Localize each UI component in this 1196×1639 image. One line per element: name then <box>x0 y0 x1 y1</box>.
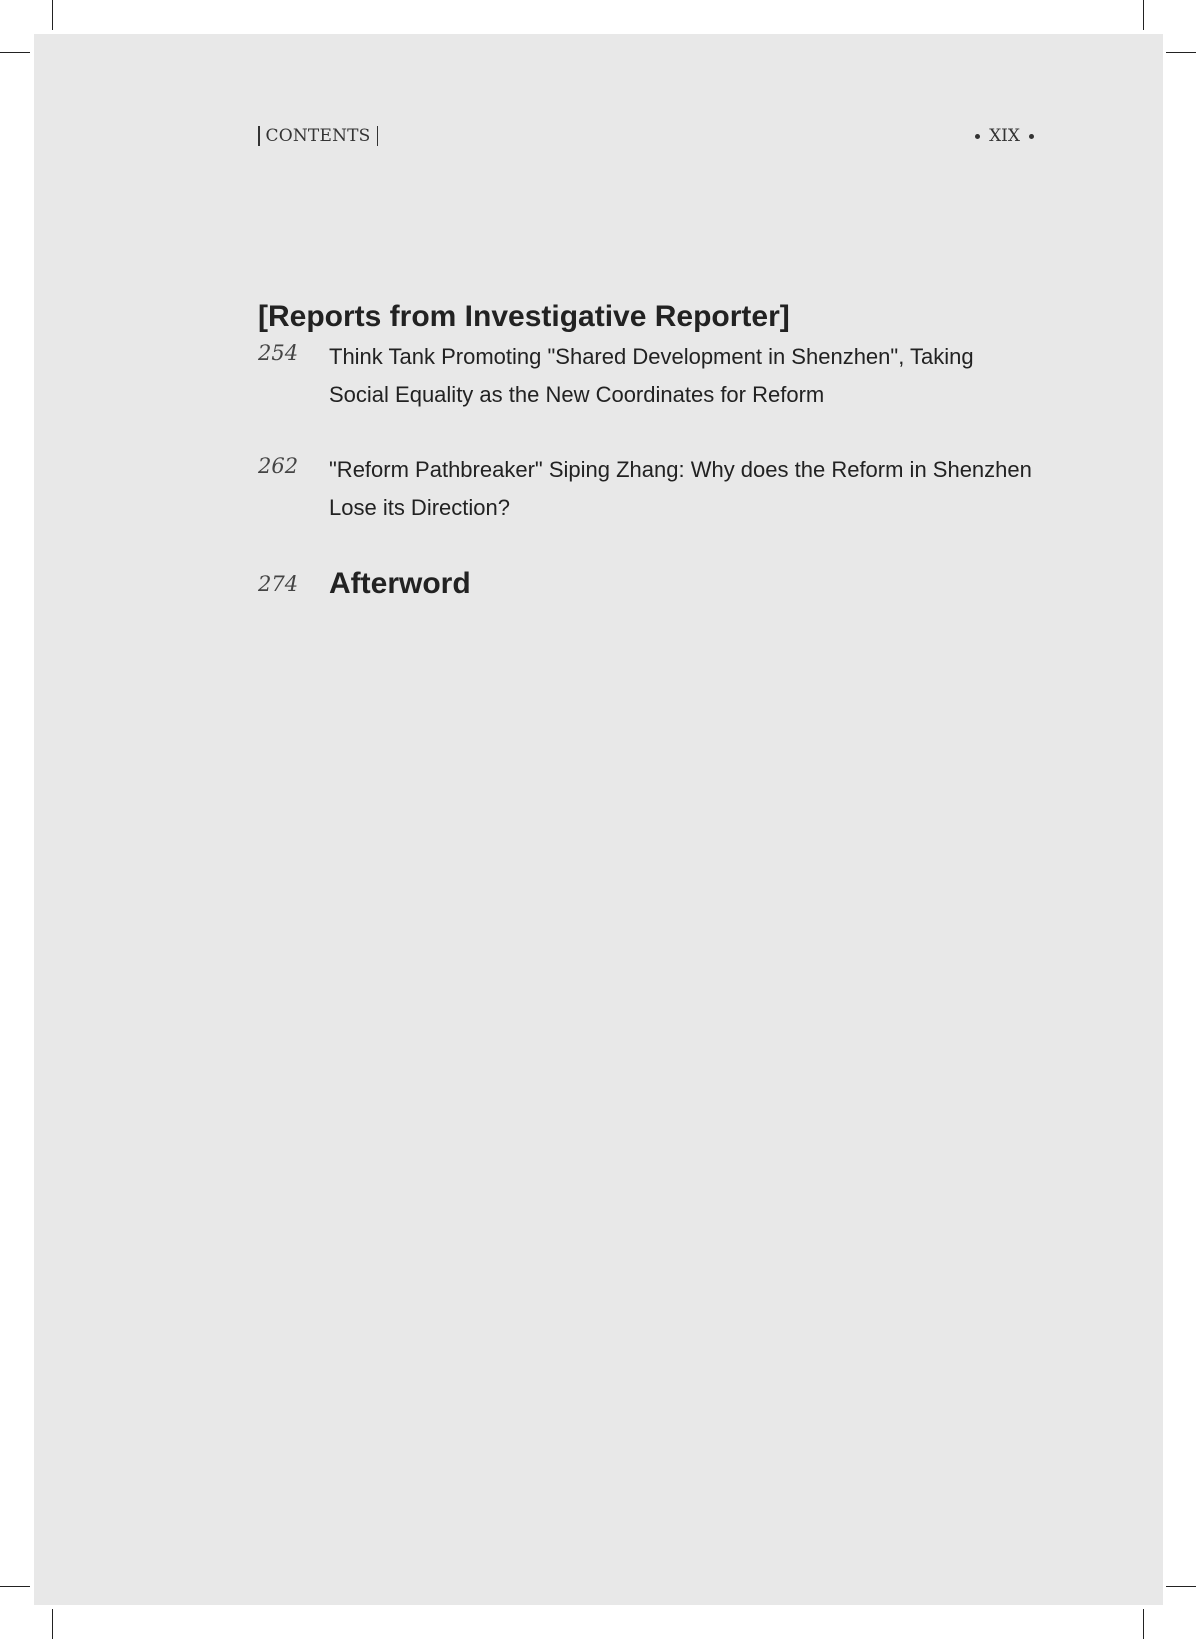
crop-mark-top-left-vertical <box>52 0 53 30</box>
crop-mark-top-left-horizontal <box>0 52 30 53</box>
crop-mark-top-right-horizontal <box>1166 52 1196 53</box>
toc-entry-title: Think Tank Promoting "Shared Development in Shenzhen", Taking Social Equality as the New Coordinates for Reform <box>329 344 974 407</box>
toc-entry-page: 262 <box>258 454 299 478</box>
running-title-text: CONTENTS <box>265 126 371 146</box>
folio-right-bullet <box>1029 134 1034 139</box>
toc-entry-title: "Reform Pathbreaker" Siping Zhang: Why does the Reform in Shenzhen Lose its Direction? <box>329 457 1032 520</box>
running-title <box>258 126 378 146</box>
section-heading: [Reports from Investigative Reporter] <box>258 300 790 333</box>
toc-entry[interactable] <box>258 451 1034 527</box>
folio <box>975 126 1034 146</box>
crop-mark-bottom-right-horizontal <box>1166 1586 1196 1587</box>
crop-mark-bottom-left-horizontal <box>0 1586 30 1587</box>
toc-entry[interactable] <box>258 565 1034 609</box>
running-head <box>258 126 1034 150</box>
toc-entry-page: 254 <box>258 341 299 365</box>
crop-mark-bottom-left-vertical <box>52 1609 53 1639</box>
toc-entry-title-afterword: Afterword <box>329 567 471 600</box>
book-page <box>34 34 1163 1605</box>
folio-left-bullet <box>975 134 980 139</box>
running-title-right-rule <box>377 126 379 146</box>
crop-mark-bottom-right-vertical <box>1143 1609 1144 1639</box>
page-number: XIX <box>989 126 1020 146</box>
running-title-left-rule <box>258 126 260 146</box>
toc-entry-page: 274 <box>258 572 299 596</box>
crop-mark-top-right-vertical <box>1143 0 1144 30</box>
toc-entry[interactable] <box>258 338 1034 414</box>
